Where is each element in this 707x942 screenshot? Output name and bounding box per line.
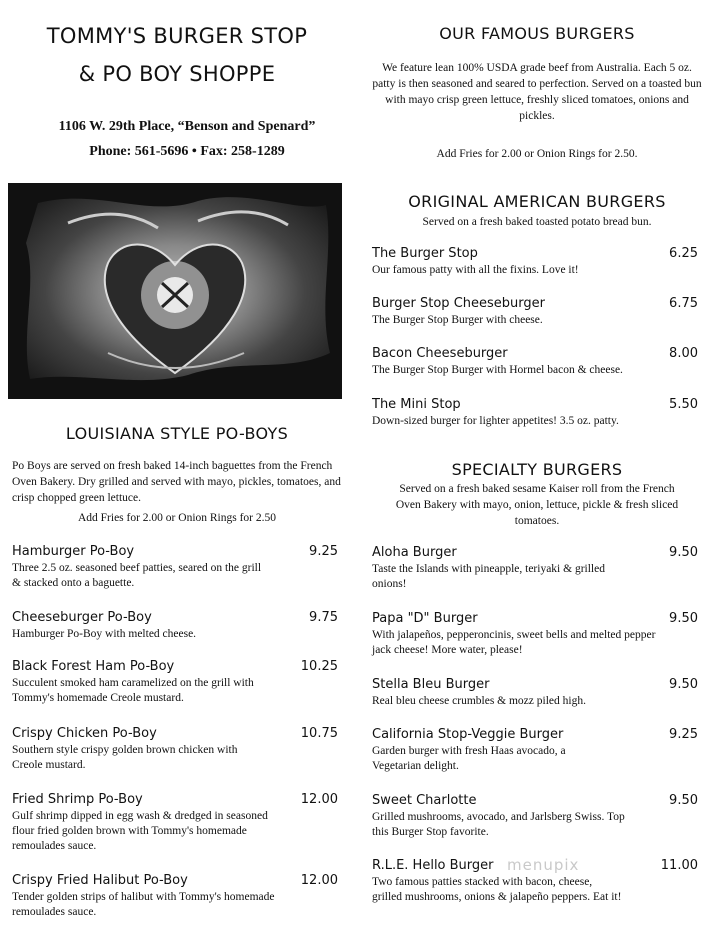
- poboys-intro: Po Boys are served on fresh baked 14-inch baguettes from the French Oven Bakery. Dry grilled and served with mayo, pickles, tomatoes, and crisp chopped green lettuce.: [12, 460, 341, 504]
- poboys-heading: LOUISIANA STYLE PO-BOYS: [65, 424, 289, 443]
- menu-item: [372, 793, 698, 840]
- item-name: Fried Shrimp Po-Boy: [12, 792, 143, 807]
- item-price: 12.00: [300, 873, 338, 888]
- item-desc: Hamburger Po-Boy with melted cheese.: [12, 628, 197, 640]
- menu-item: [372, 346, 698, 378]
- item-desc: Taste the Islands with pineapple, teriyaki & grilled onions!: [372, 563, 605, 590]
- item-price: 9.50: [669, 545, 698, 560]
- original-subheading: Served on a fresh baked toasted potato bread bun.: [422, 216, 652, 228]
- item-price: 11.00: [660, 858, 698, 873]
- menu-item: [12, 659, 338, 706]
- item-desc: Three 2.5 oz. seasoned beef patties, seared on the grill & stacked onto a baguette.: [12, 562, 262, 589]
- restaurant-logo-image: [8, 183, 342, 399]
- item-price: 10.75: [300, 726, 338, 741]
- poboys-addon: Add Fries for 2.00 or Onion Rings for 2.50: [77, 512, 277, 524]
- item-desc: Southern style crispy golden brown chicken with Creole mustard.: [12, 744, 238, 771]
- restaurant-name-line1: TOMMY'S BURGER STOP: [46, 24, 308, 48]
- specialty-heading: SPECIALTY BURGERS: [451, 460, 623, 479]
- menu-item: [12, 544, 338, 591]
- item-desc: Our famous patty with all the fixins. Love it!: [372, 264, 579, 276]
- menu-item: [372, 545, 698, 592]
- watermark: menupix: [507, 856, 580, 874]
- item-price: 10.25: [300, 659, 338, 674]
- famous-text: We feature lean 100% USDA grade beef from Australia. Each 5 oz. patty is then seasoned and seared to perfection. Served on a toasted bun with mayo crisp green lettuce, freshly sliced tomatoes, onions and pickles.: [372, 62, 702, 122]
- menu-item: [372, 611, 698, 658]
- item-price: 12.00: [300, 792, 338, 807]
- item-name: California Stop-Veggie Burger: [372, 727, 564, 742]
- item-price: 6.25: [669, 246, 698, 261]
- menu-item: [372, 677, 698, 709]
- specialty-subheading: Served on a fresh baked sesame Kaiser roll from the French Oven Bakery with mayo, onion, lettuce, pickle & fresh sliced tomatoes.: [395, 483, 679, 527]
- menu-item: [372, 246, 698, 278]
- item-name: Aloha Burger: [372, 545, 457, 560]
- famous-addon: Add Fries for 2.00 or Onion Rings for 2.50.: [436, 148, 638, 160]
- item-price: 5.50: [669, 397, 698, 412]
- item-desc: Down-sized burger for lighter appetites! 3.5 oz. patty.: [372, 415, 619, 427]
- item-desc: Gulf shrimp dipped in egg wash & dredged in seasoned flour fried golden brown with Tommy's homemade remoulades sauce.: [12, 810, 268, 852]
- original-heading: ORIGINAL AMERICAN BURGERS: [408, 192, 666, 211]
- menu-item: [12, 610, 338, 642]
- item-name: Black Forest Ham Po-Boy: [12, 659, 175, 674]
- item-price: 9.25: [669, 727, 698, 742]
- item-price: 6.75: [669, 296, 698, 311]
- item-price: 9.50: [669, 677, 698, 692]
- item-desc: Tender golden strips of halibut with Tommy's homemade remoulades sauce.: [12, 891, 275, 918]
- item-name: Crispy Fried Halibut Po-Boy: [12, 873, 188, 888]
- item-desc: The Burger Stop Burger with Hormel bacon & cheese.: [372, 364, 623, 376]
- item-desc: Two famous patties stacked with bacon, cheese, grilled mushrooms, onions & jalapeño peppers. Eat it!: [372, 876, 622, 903]
- item-desc: Real bleu cheese crumbles & mozz piled high.: [372, 695, 586, 707]
- logo-art: [8, 183, 342, 399]
- item-price: 9.50: [669, 611, 698, 626]
- item-name: Bacon Cheeseburger: [372, 346, 508, 361]
- menu-item: [12, 873, 338, 920]
- phone-fax: Phone: 561-5696 • Fax: 258-1289: [89, 144, 285, 159]
- menu-item: [372, 397, 698, 429]
- item-name: Sweet Charlotte: [372, 793, 477, 808]
- item-desc: Grilled mushrooms, avocado, and Jarlsberg Swiss. Top this Burger Stop favorite.: [372, 811, 625, 838]
- item-name: Burger Stop Cheeseburger: [372, 296, 545, 311]
- item-name: The Mini Stop: [372, 397, 461, 412]
- restaurant-name-line2: & PO BOY SHOPPE: [78, 62, 276, 86]
- item-name: Cheeseburger Po-Boy: [12, 610, 152, 625]
- address: 1106 W. 29th Place, “Benson and Spenard”: [58, 119, 316, 134]
- item-desc: The Burger Stop Burger with cheese.: [372, 314, 543, 326]
- item-name: Crispy Chicken Po-Boy: [12, 726, 157, 741]
- item-desc: Succulent smoked ham caramelized on the grill with Tommy's homemade Creole mustard.: [12, 677, 254, 704]
- item-name: Stella Bleu Burger: [372, 677, 490, 692]
- item-name: Hamburger Po-Boy: [12, 544, 135, 559]
- item-name: Papa "D" Burger: [372, 611, 478, 626]
- item-name: R.L.E. Hello Burger: [372, 858, 494, 873]
- item-desc: Garden burger with fresh Haas avocado, a Vegetarian delight.: [372, 745, 566, 772]
- item-price: 8.00: [669, 346, 698, 361]
- item-name: The Burger Stop: [372, 246, 478, 261]
- menu-item: [372, 296, 698, 328]
- item-price: 9.75: [309, 610, 338, 625]
- menu-item: [12, 792, 338, 854]
- item-price: 9.50: [669, 793, 698, 808]
- menu-item: [372, 727, 698, 774]
- menu-item: [12, 726, 338, 773]
- item-price: 9.25: [309, 544, 338, 559]
- item-desc: With jalapeños, pepperoncinis, sweet bells and melted pepper jack cheese! More water, please!: [372, 629, 656, 656]
- famous-heading: OUR FAMOUS BURGERS: [439, 24, 635, 43]
